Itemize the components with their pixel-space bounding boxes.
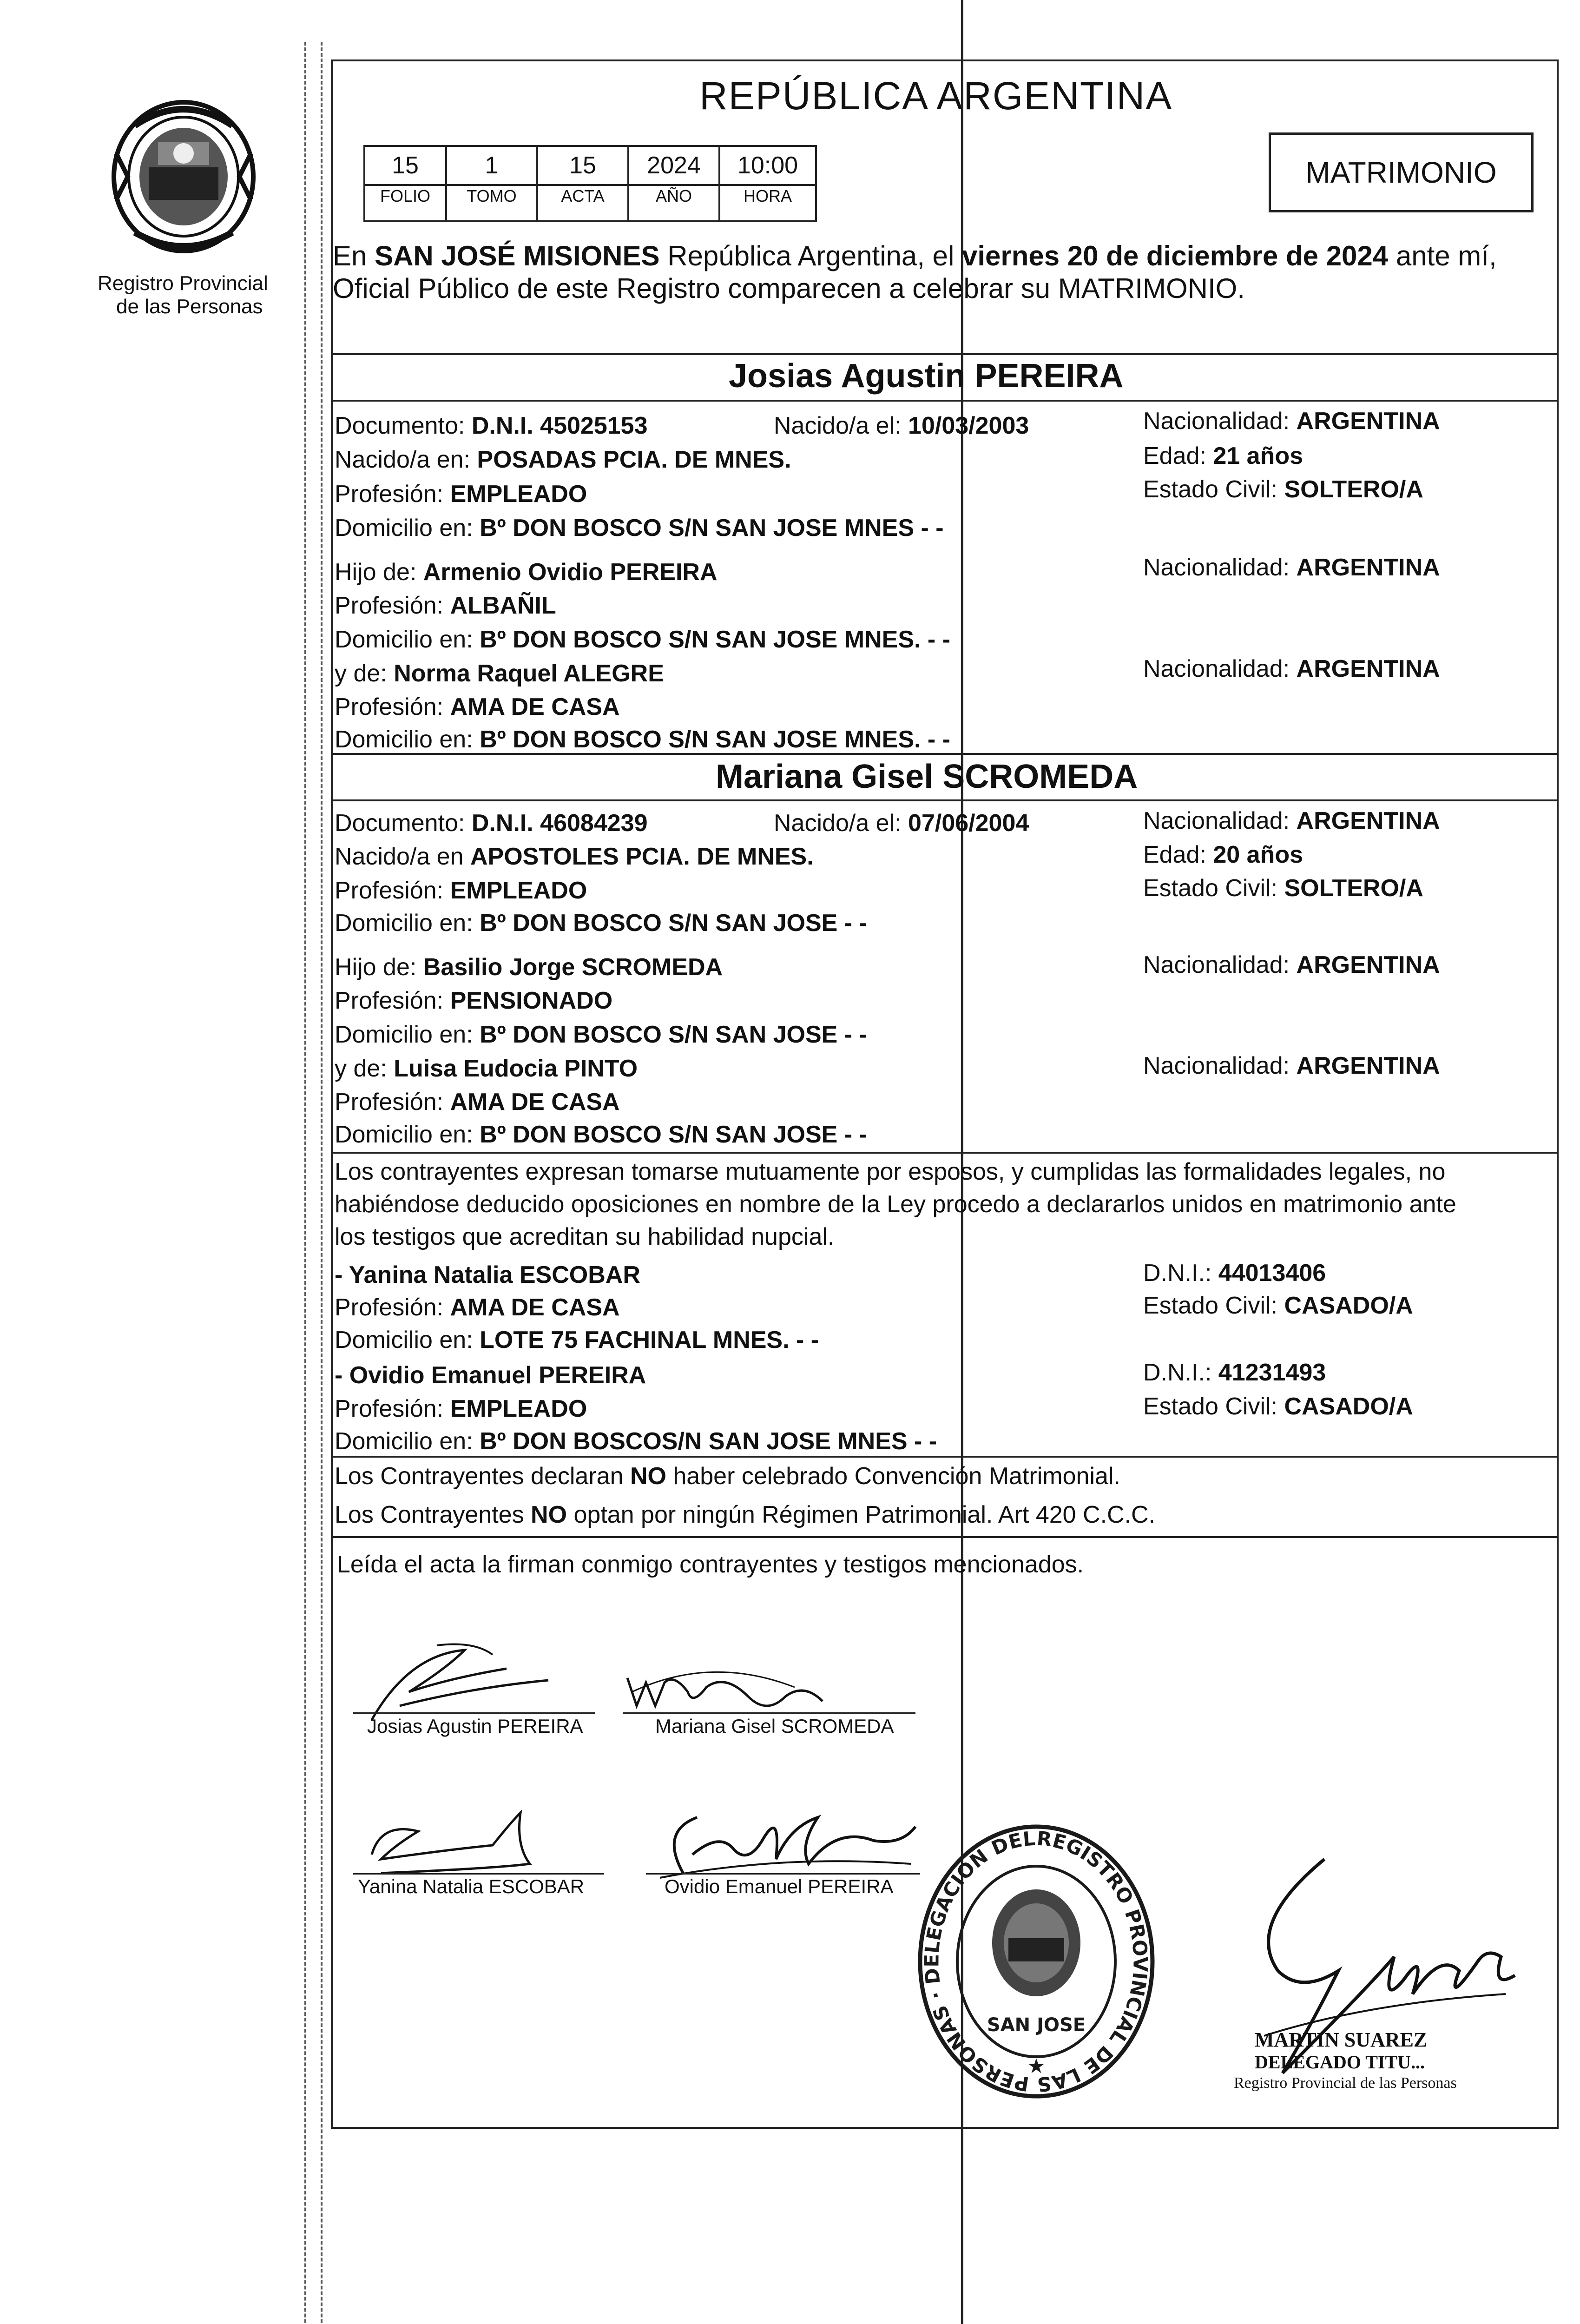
intro-line-1 (333, 242, 1497, 271)
witness-2-dni: 41231493 (1218, 1359, 1326, 1386)
groom-father-label: Hijo de: (335, 559, 423, 586)
groom-mother-nat-row (1143, 654, 1440, 683)
bride-father-label: Hijo de: (335, 954, 423, 981)
frame-bottom (331, 2127, 1559, 2129)
bride-prof-label: Profesión: (335, 877, 450, 904)
declaration-line-2: habiéndose deducido oposiciones en nombre de la Ley procedo a declararlos unidos en matrimonio ante (335, 1191, 1456, 1218)
bride-father-addr: Bº DON BOSCO S/N SAN JOSE - - (480, 1021, 867, 1048)
bride-prof: EMPLEADO (450, 877, 587, 904)
witness-2-civil-label: Estado Civil: (1143, 1393, 1284, 1420)
folio-value: 15 (392, 152, 419, 179)
intro-place: SAN JOSÉ MISIONES (375, 240, 660, 271)
groom-nat-row (1143, 407, 1440, 436)
bride-mother-nat: ARGENTINA (1296, 1052, 1440, 1079)
bride-addr-row (335, 909, 867, 938)
bride-father-nat-row (1143, 951, 1440, 979)
witness-2-civil-row (1143, 1392, 1413, 1421)
acta-label: ACTA (538, 184, 627, 206)
groom-addr: Bº DON BOSCO S/N SAN JOSE MNES - - (480, 515, 944, 541)
bride-age-label: Edad: (1143, 841, 1213, 868)
bride-mother-prof-label: Profesión: (335, 1089, 450, 1116)
intro-date: viernes 20 de diciembre de 2024 (961, 240, 1389, 271)
witness-2-name: - Ovidio Emanuel PEREIRA (335, 1362, 646, 1389)
official-office: Registro Provincial de las Personas (1234, 2074, 1457, 2092)
bride-father-nat-label: Nacionalidad: (1143, 951, 1297, 978)
groom-signature-line (353, 1712, 595, 1714)
bride-place-label: Nacido/a en (335, 843, 470, 870)
witness-2-prof: EMPLEADO (450, 1395, 587, 1422)
bride-doc: D.N.I. 46084239 (471, 810, 648, 837)
groom-born-row (774, 411, 1029, 440)
official-role: DELEGADO TITU... (1255, 2052, 1425, 2073)
separator-groom-2 (331, 400, 1559, 402)
witness-1-dni: 44013406 (1218, 1260, 1326, 1287)
bride-signature-line (623, 1712, 915, 1714)
witness-1-prof: AMA DE CASA (450, 1294, 620, 1321)
stamp-ring-text: REGISTRO PROVINCIAL DE LAS PERSONAS · DELEGACION DEL (920, 1827, 1152, 2096)
witness-2-addr: Bº DON BOSCOS/N SAN JOSE MNES - - (480, 1428, 937, 1455)
frame-left (331, 59, 333, 2128)
bride-nat: ARGENTINA (1296, 807, 1440, 834)
bride-doc-row (335, 809, 648, 838)
bride-mother-addr-label: Domicilio en: (335, 1121, 480, 1148)
bride-doc-label: Documento: (335, 810, 472, 837)
separator-bride-2 (331, 799, 1559, 801)
stamp-center-text: SAN JOSE (987, 2014, 1086, 2036)
registry-label-2: de las Personas (116, 295, 263, 318)
groom-mother: Norma Raquel ALEGRE (394, 660, 664, 687)
registry-label-1: Registro Provincial (98, 272, 268, 295)
bride-father: Basilio Jorge SCROMEDA (423, 954, 723, 981)
bride-name: Mariana Gisel SCROMEDA (716, 758, 1138, 795)
bride-father-addr-label: Domicilio en: (335, 1021, 480, 1048)
hora-value: 10:00 (737, 152, 798, 179)
groom-father-nat-row (1143, 553, 1440, 582)
witness-1-dni-label: D.N.I.: (1143, 1260, 1218, 1287)
groom-civil-label: Estado Civil: (1143, 476, 1284, 503)
bride-mother-prof: AMA DE CASA (450, 1089, 620, 1116)
declaration-line-3: los testigos que acreditan su habilidad nupcial. (335, 1223, 835, 1250)
groom-father-addr: Bº DON BOSCO S/N SAN JOSE MNES. - - (480, 626, 950, 653)
bride-place: APOSTOLES PCIA. DE MNES. (470, 843, 814, 870)
witness-2-dni-label: D.N.I.: (1143, 1359, 1218, 1386)
groom-mother-addr-label: Domicilio en: (335, 726, 480, 753)
groom-addr-row (335, 514, 944, 542)
witness-1-signature-label: Yanina Natalia ESCOBAR (358, 1875, 585, 1897)
bride-prof-row (335, 876, 587, 905)
groom-addr-label: Domicilio en: (335, 515, 480, 541)
anio-label: AÑO (629, 184, 718, 206)
official-stamp (906, 1813, 1166, 2119)
bride-nat-row (1143, 806, 1440, 835)
witness-1-name: - Yanina Natalia ESCOBAR (335, 1261, 640, 1288)
witness-1-civil: CASADO/A (1284, 1292, 1413, 1319)
groom-place-label: Nacido/a en: (335, 446, 477, 473)
groom-doc-row (335, 411, 648, 440)
witness-1-addr-label: Domicilio en: (335, 1327, 480, 1353)
separator-convention (331, 1456, 1559, 1458)
folio-label: FOLIO (365, 184, 445, 206)
bride-father-prof: PENSIONADO (450, 987, 613, 1014)
country-title: REPÚBLICA ARGENTINA (699, 74, 1173, 118)
groom-father-row (335, 558, 718, 587)
intro-text-b: República Argentina, el (659, 240, 962, 271)
act-type-box (1269, 132, 1534, 212)
groom-signature-label: Josias Agustin PEREIRA (367, 1715, 583, 1737)
witness-1-signature-line (353, 1873, 604, 1875)
witness-1-civil-row (1143, 1291, 1413, 1320)
groom-mother-label: y de: (335, 660, 394, 687)
groom-born-label: Nacido/a el: (774, 412, 908, 439)
bride-mother-row (335, 1054, 638, 1083)
groom-mother-row (335, 659, 664, 688)
bride-civil: SOLTERO/A (1284, 875, 1423, 902)
groom-father-prof-row (335, 591, 556, 620)
closing-text: Leída el acta la firman conmigo contrayentes y testigos mencionados. (337, 1551, 1084, 1578)
intro-line-2: Oficial Público de este Registro comparecen a celebrar su MATRIMONIO. (333, 273, 1245, 304)
binding-dashed-line-2 (321, 42, 323, 2324)
witness-2-prof-label: Profesión: (335, 1395, 450, 1422)
bride-father-prof-row (335, 986, 612, 1015)
bride-mother-addr: Bº DON BOSCO S/N SAN JOSE - - (480, 1121, 867, 1148)
bride-age: 20 años (1213, 841, 1303, 868)
tomo-value: 1 (485, 152, 499, 179)
separator-declaration (331, 1152, 1559, 1154)
groom-place: POSADAS PCIA. DE MNES. (477, 446, 791, 473)
groom-age-row (1143, 442, 1303, 470)
witness-2-addr-row (335, 1427, 937, 1456)
bride-mother-addr-row (335, 1120, 867, 1149)
witness-2-prof-row (335, 1394, 587, 1423)
anio-value: 2024 (647, 152, 701, 179)
bride-mother-nat-label: Nacionalidad: (1143, 1052, 1297, 1079)
bride-born-label: Nacido/a el: (774, 810, 908, 837)
intro-text-c: ante mí, (1388, 240, 1497, 271)
groom-place-row (335, 445, 791, 474)
witness-1-prof-label: Profesión: (335, 1294, 450, 1321)
convention-2-no: NO (531, 1501, 567, 1528)
bride-father-row (335, 953, 723, 982)
acta-value: 15 (569, 152, 596, 179)
bride-place-row (335, 842, 814, 871)
groom-nat: ARGENTINA (1296, 408, 1440, 435)
folio-cell (363, 145, 447, 222)
witness-1-addr-row (335, 1326, 819, 1354)
bride-mother-prof-row (335, 1088, 620, 1116)
bride-addr: Bº DON BOSCO S/N SAN JOSE - - (480, 910, 867, 937)
witness-2-dni-row (1143, 1358, 1326, 1387)
groom-prof-label: Profesión: (335, 481, 450, 508)
bride-father-addr-row (335, 1020, 867, 1049)
bride-mother-nat-row (1143, 1051, 1440, 1080)
witness-1-civil-label: Estado Civil: (1143, 1292, 1284, 1319)
witness-1-addr: LOTE 75 FACHINAL MNES. - - (480, 1327, 819, 1353)
groom-prof: EMPLEADO (450, 481, 587, 508)
groom-age: 21 años (1213, 442, 1303, 469)
witness-1-dni-row (1143, 1259, 1326, 1287)
groom-age-label: Edad: (1143, 442, 1213, 469)
groom-father-addr-label: Domicilio en: (335, 626, 480, 653)
hora-label: HORA (720, 184, 815, 206)
stamp-seal-icon (906, 1813, 1166, 2119)
frame-top (331, 59, 1559, 61)
hora-cell (718, 145, 817, 222)
bride-born-row (774, 809, 1029, 838)
tomo-cell (445, 145, 538, 222)
groom-father-nat-label: Nacionalidad: (1143, 554, 1297, 581)
groom-father: Armenio Ovidio PEREIRA (423, 559, 718, 586)
tomo-label: TOMO (447, 184, 536, 206)
frame-right (1557, 59, 1559, 2128)
declaration-line-1: Los contrayentes expresan tomarse mutuamente por esposos, y cumplidas las formalidades legales, no (335, 1158, 1446, 1185)
groom-mother-prof: AMA DE CASA (450, 693, 620, 720)
convention-1-no: NO (630, 1463, 666, 1490)
groom-mother-addr-row (335, 725, 950, 754)
witness-1-signature (353, 1803, 567, 1882)
record-table (363, 145, 817, 222)
bride-age-row (1143, 840, 1303, 869)
groom-father-addr-row (335, 625, 950, 654)
convention-1-c: haber celebrado Convención Matrimonial. (666, 1463, 1120, 1490)
registry-logo (107, 98, 260, 265)
groom-nat-label: Nacionalidad: (1143, 408, 1297, 435)
groom-doc: D.N.I. 45025153 (471, 412, 648, 439)
convention-line-2 (335, 1500, 1155, 1529)
official-name: MARTIN SUAREZ (1255, 2028, 1428, 2051)
convention-2-c: optan por ningún Régimen Patrimonial. Art 420 C.C.C. (567, 1501, 1156, 1528)
groom-mother-prof-label: Profesión: (335, 693, 450, 720)
anio-cell (627, 145, 720, 222)
witness-2-civil: CASADO/A (1284, 1393, 1413, 1420)
binding-dashed-line (304, 42, 306, 2324)
convention-line-1 (335, 1462, 1120, 1491)
acta-cell (536, 145, 629, 222)
stamp-star-icon: ★ (1027, 2054, 1046, 2078)
bride-mother-label: y de: (335, 1055, 394, 1082)
witness-2-signature-line (646, 1873, 920, 1875)
bride-civil-label: Estado Civil: (1143, 875, 1284, 902)
groom-civil-row (1143, 475, 1423, 504)
bride-father-nat: ARGENTINA (1296, 951, 1440, 978)
bride-nat-label: Nacionalidad: (1143, 807, 1297, 834)
bride-civil-row (1143, 874, 1423, 903)
groom-prof-row (335, 480, 587, 508)
groom-name: Josias Agustin PEREIRA (729, 357, 1124, 395)
groom-mother-addr: Bº DON BOSCO S/N SAN JOSE MNES. - - (480, 726, 950, 753)
bride-mother: Luisa Eudocia PINTO (394, 1055, 638, 1082)
separator-groom (331, 353, 1559, 355)
convention-2-a: Los Contrayentes (335, 1501, 531, 1528)
registry-seal-icon (107, 98, 260, 265)
witness-2-signature-label: Ovidio Emanuel PEREIRA (665, 1875, 894, 1897)
groom-civil: SOLTERO/A (1284, 476, 1423, 503)
groom-doc-label: Documento: (335, 412, 472, 439)
groom-mother-prof-row (335, 693, 620, 721)
intro-text-a: En (333, 240, 375, 271)
bride-addr-label: Domicilio en: (335, 910, 480, 937)
separator-bride (331, 753, 1559, 755)
groom-mother-nat: ARGENTINA (1296, 655, 1440, 682)
bride-signature-label: Mariana Gisel SCROMEDA (655, 1715, 894, 1737)
act-type-label: MATRIMONIO (1305, 156, 1497, 189)
groom-father-nat: ARGENTINA (1296, 554, 1440, 581)
groom-mother-nat-label: Nacionalidad: (1143, 655, 1297, 682)
witness-2-addr-label: Domicilio en: (335, 1428, 480, 1455)
groom-father-prof: ALBAÑIL (450, 592, 556, 619)
bride-born: 07/06/2004 (908, 810, 1029, 837)
bride-father-prof-label: Profesión: (335, 987, 450, 1014)
convention-1-a: Los Contrayentes declaran (335, 1463, 630, 1490)
separator-closing (331, 1536, 1559, 1538)
groom-born: 10/03/2003 (908, 412, 1029, 439)
witness-1-prof-row (335, 1293, 620, 1322)
groom-father-prof-label: Profesión: (335, 592, 450, 619)
